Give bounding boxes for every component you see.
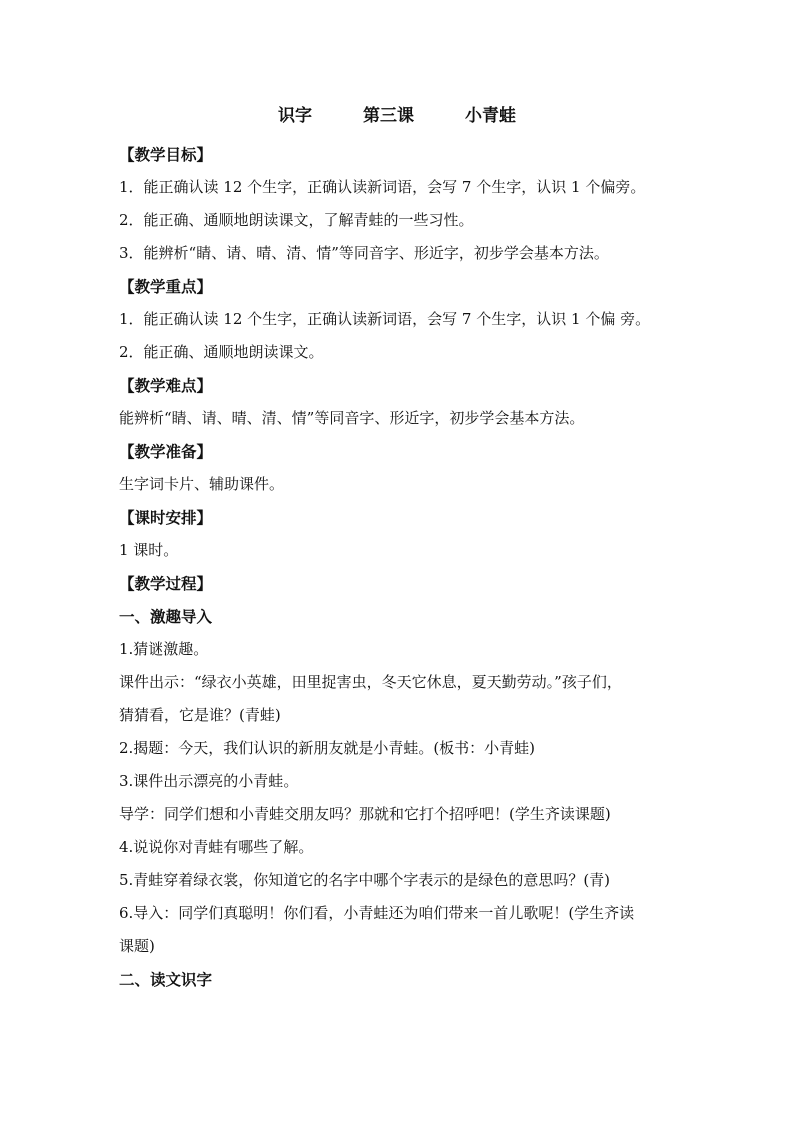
part1-heading: 一、激趣导入 [119, 607, 213, 626]
objective-item: 3．能辨析“睛、请、晴、清、情”等同音字、形近字，初步学会基本方法。 [119, 244, 609, 262]
part2-heading: 二、读文识字 [119, 970, 213, 989]
process-step-detail: 导学：同学们想和小青蛙交朋友吗？那就和它打个招呼吧！(学生齐读课题) [119, 805, 611, 823]
process-step: 课题) [119, 937, 155, 955]
objective-item: 2．能正确、通顺地朗读课文，了解青蛙的一些习性。 [119, 211, 474, 229]
process-step: 1.猜谜激趣。 [119, 640, 209, 658]
objective-item: 1．能正确认读 12 个生字，正确认读新词语，会写 7 个生字，认识 1 个偏旁。 [119, 178, 646, 196]
process-step: 3.课件出示漂亮的小青蛙。 [119, 772, 299, 790]
objectives-heading: 【教学目标】 [119, 145, 213, 164]
process-step-detail: 课件出示：“绿衣小英雄，田里捉害虫，冬天它休息，夏天勤劳动。”孩子们， [119, 673, 622, 691]
preparation-heading: 【教学准备】 [119, 442, 213, 461]
preparation-text: 生字词卡片、辅助课件。 [119, 475, 285, 493]
process-heading: 【教学过程】 [119, 574, 213, 593]
process-step: 2.揭题：今天，我们认识的新朋友就是小青蛙。(板书：小青蛙) [119, 739, 536, 757]
key-point-item: 1．能正确认读 12 个生字，正确认读新词语，会写 7 个生字，认识 1 个偏 旁。 [119, 310, 651, 328]
key-points-heading: 【教学重点】 [119, 277, 213, 296]
schedule-text: 1 课时。 [119, 541, 179, 559]
difficulties-heading: 【教学难点】 [119, 376, 213, 395]
key-point-item: 2．能正确、通顺地朗读课文。 [119, 343, 324, 361]
process-step: 5.青蛙穿着绿衣裳，你知道它的名字中哪个字表示的是绿色的意思吗？(青) [119, 871, 611, 889]
document-title: 识字 第三课 小青蛙 [278, 106, 516, 126]
document-body [119, 138, 679, 996]
process-step: 4.说说你对青蛙有哪些了解。 [119, 838, 314, 856]
difficulties-text: 能辨析“睛、请、晴、清、情”等同音字、形近字，初步学会基本方法。 [119, 409, 585, 427]
schedule-heading: 【课时安排】 [119, 508, 213, 527]
process-step: 6.导入：同学们真聪明！你们看，小青蛙还为咱们带来一首儿歌呢！(学生齐读 [119, 904, 635, 922]
process-step-detail: 猜猜看，它是谁？(青蛙) [119, 706, 281, 724]
